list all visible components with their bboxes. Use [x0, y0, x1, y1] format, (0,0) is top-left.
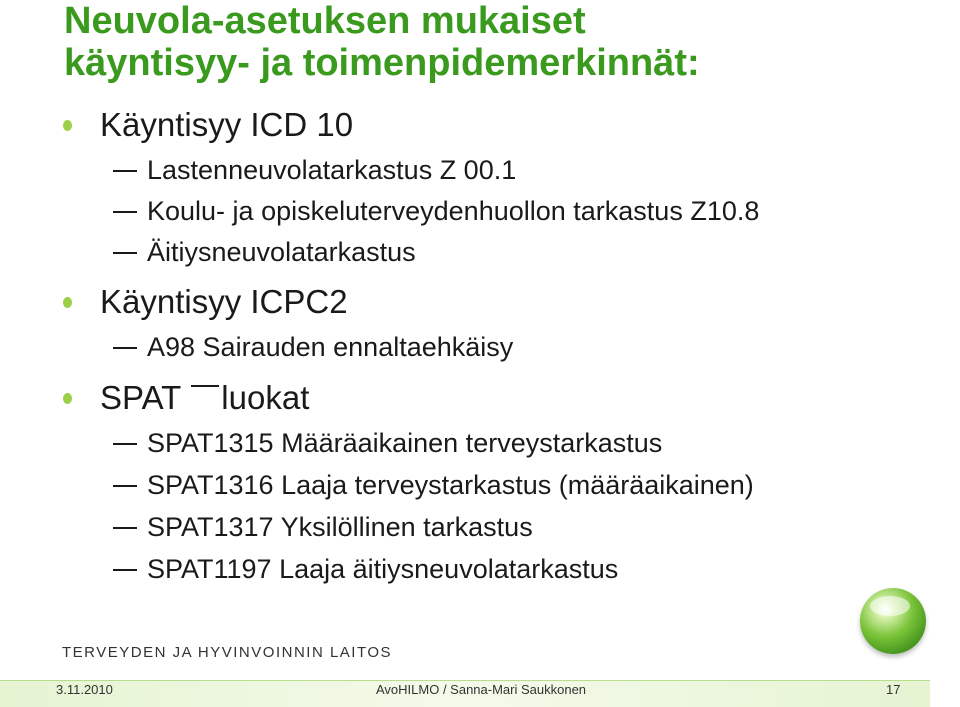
dash-icon	[113, 211, 137, 213]
sub-item: A98 Sairauden ennaltaehkäisy	[147, 332, 513, 362]
bullet-spat-luokat: SPAT luokat	[100, 380, 309, 416]
dash-icon	[113, 252, 137, 254]
dash-icon	[113, 569, 137, 571]
sub-item: Äitiysneuvolatarkastus	[147, 237, 416, 267]
sub-item: SPAT1197 Laaja äitiysneuvolatarkastus	[147, 554, 618, 584]
slide-title-line1: Neuvola-asetuksen mukaiset	[64, 0, 586, 42]
dash-icon	[113, 170, 137, 172]
footer	[0, 672, 960, 706]
org-logo-text: TERVEYDEN JA HYVINVOINNIN LAITOS	[62, 644, 393, 661]
dash-icon	[113, 527, 137, 529]
slide-title-line2: käyntisyy- ja toimenpidemerkinnät:	[64, 42, 700, 84]
sub-item: SPAT1317 Yksilöllinen tarkastus	[147, 512, 533, 542]
sub-item: SPAT1315 Määräaikainen terveystarkastus	[147, 428, 662, 458]
bullet-kayntisyy-icpc2: Käyntisyy ICPC2	[100, 284, 348, 320]
sub-item: Lastenneuvolatarkastus Z 00.1	[147, 155, 516, 185]
bullet-dot-icon	[63, 297, 72, 308]
dash-icon	[113, 443, 137, 445]
orb-shine	[870, 596, 910, 616]
footer-date: 3.11.2010	[56, 682, 113, 697]
sub-item: SPAT1316 Laaja terveystarkastus (määräaikainen)	[147, 470, 754, 500]
inline-dash-icon	[191, 385, 219, 387]
page-number: 17	[886, 682, 901, 697]
dash-icon	[113, 347, 137, 349]
footer-center-text: AvoHILMO / Sanna-Mari Saukkonen	[376, 682, 587, 697]
dash-icon	[113, 485, 137, 487]
bullet-kayntisyy-icd10: Käyntisyy ICD 10	[100, 107, 353, 143]
sub-item: Koulu- ja opiskeluterveydenhuollon tarkastus Z10.8	[147, 196, 759, 226]
green-orb-icon	[860, 588, 926, 654]
bullet-dot-icon	[63, 120, 72, 131]
bullet-dot-icon	[63, 393, 72, 404]
